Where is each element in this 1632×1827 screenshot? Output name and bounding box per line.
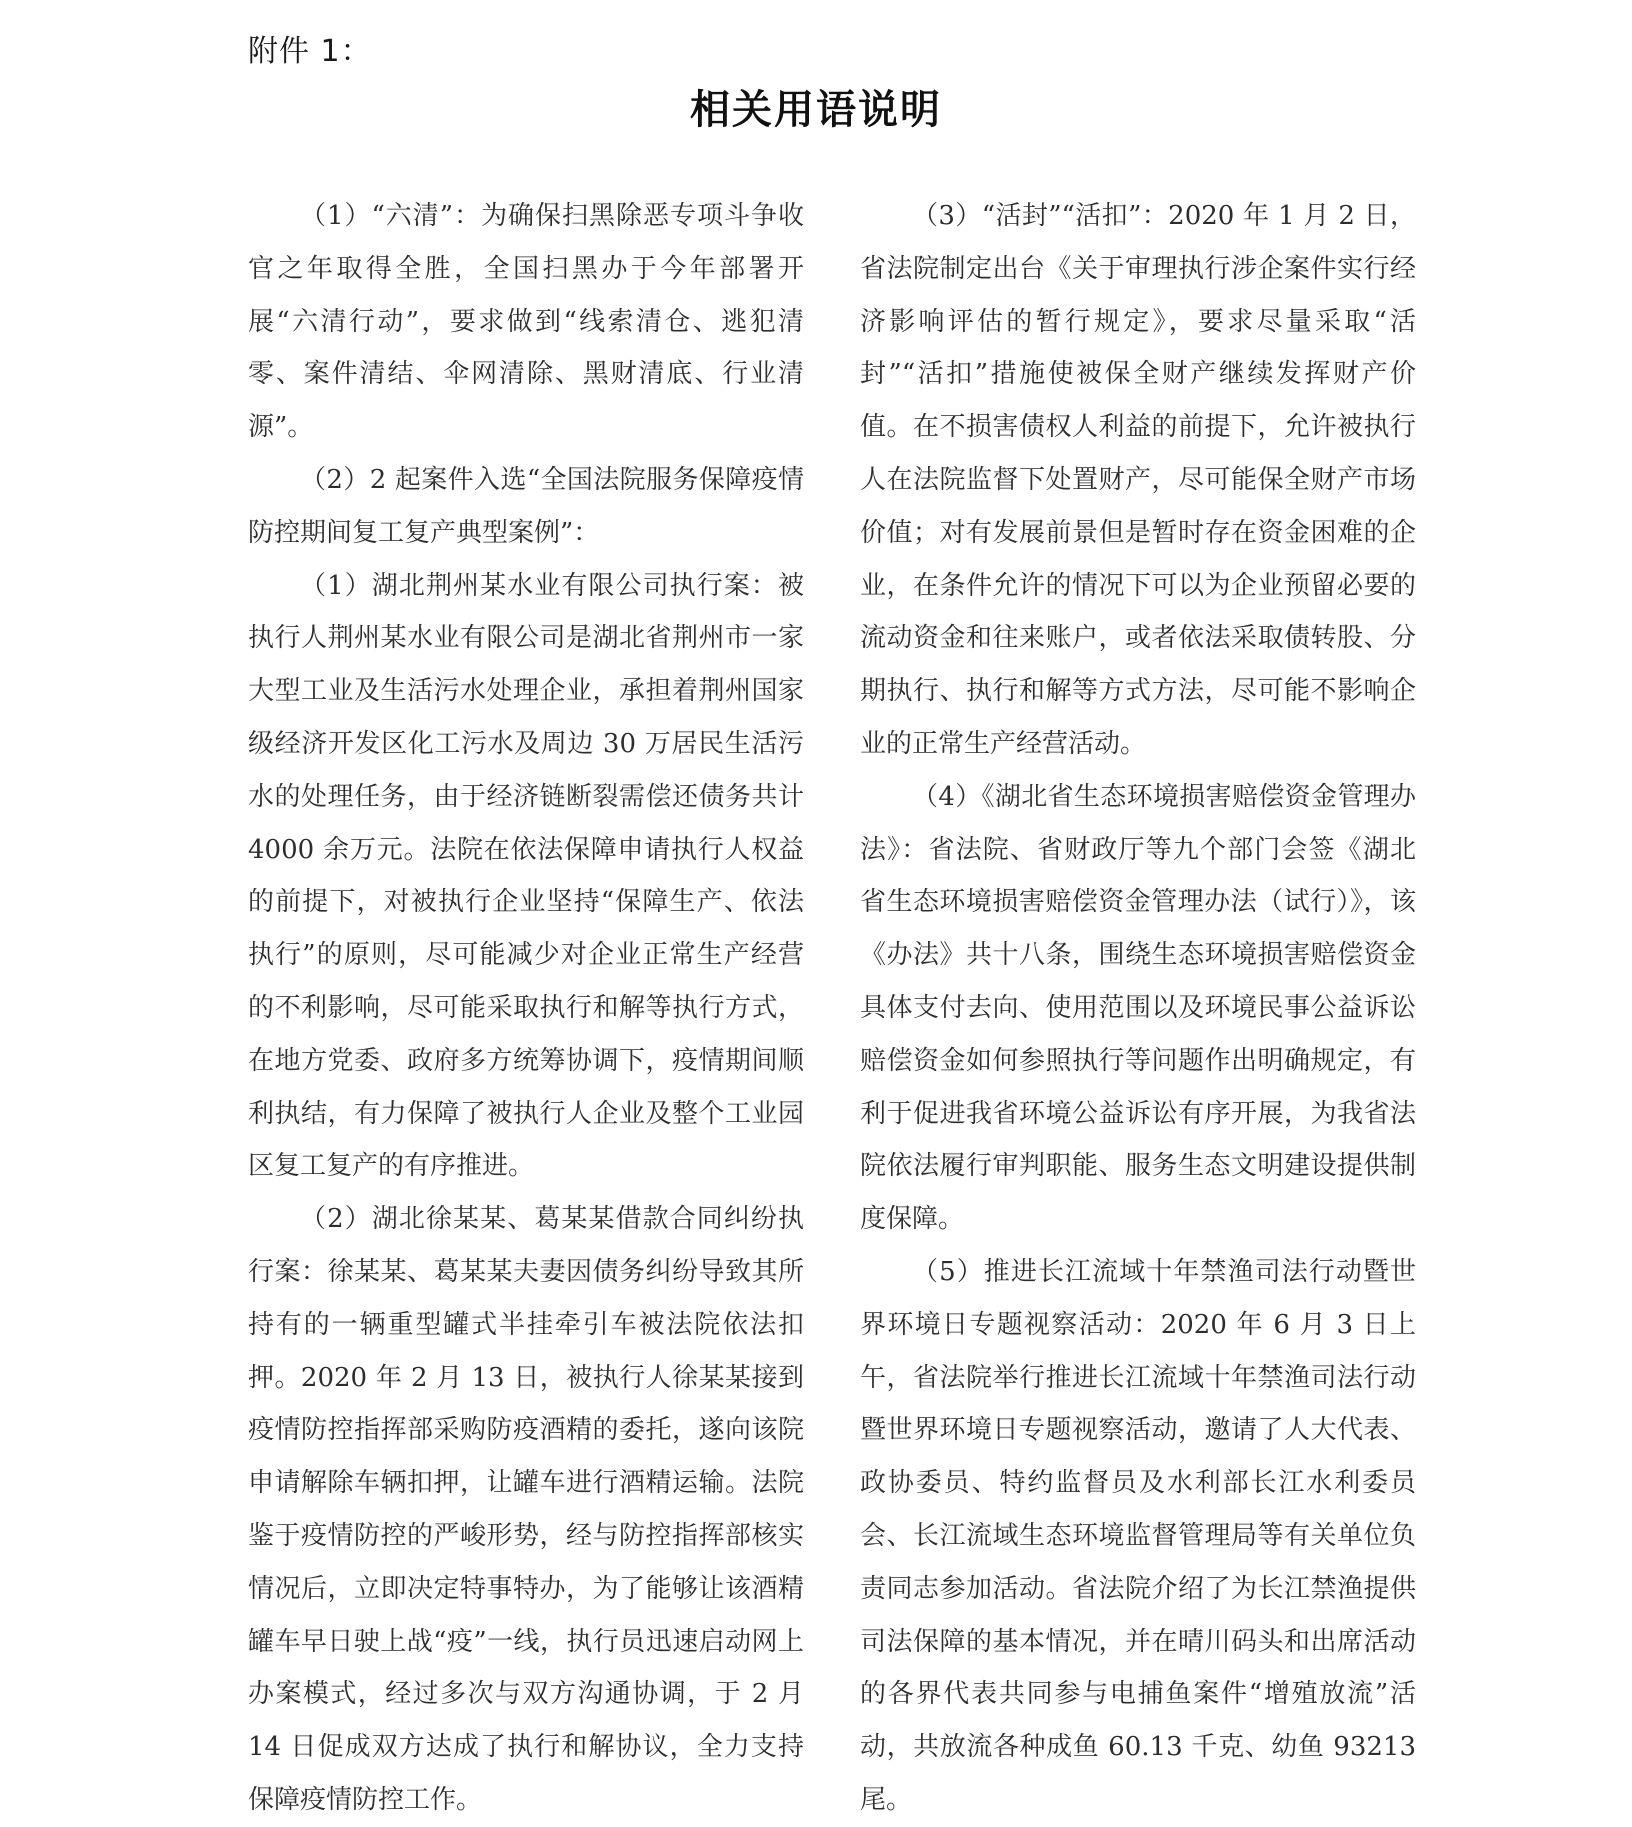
attachment-label: 附件 1： [248, 34, 372, 69]
paragraph-case-jingzhou-water: （1）湖北荆州某水业有限公司执行案：被执行人荆州某水业有限公司是湖北省荆州市一家大型工业及生活污水处理企业，承担着荆州国家级经济开发区化工污水及周边 30 万居民生活污水的处理任务，由于经济链断裂需偿还债务共计 4000 余万元。法院在依法保障申请执行人权益的前提下，对被执行企业坚持“保障生产、依法执行”的原则，尽可能减少对企业正常生产经营的不利影响，尽可能采取执行和解等执行方式，在地方党委、政府多方统筹协调下，疫情期间顺利执结，有力保障了被执行人企业及整个工业园区复工复产的有序推进。 [248, 570, 804, 1182]
paragraph-eco-compensation-fund: （4）《湖北省生态环境损害赔偿资金管理办法》：省法院、省财政厅等九个部门会签《湖北省生态环境损害赔偿资金管理办法（试行）》，该《办法》共十八条，围绕生态环境损害赔偿资金具体支付去向、使用范围以及环境民事公益诉讼赔偿资金如何参照执行等问题作出明确规定，有利于促进我省环境公益诉讼有序开展，为我省法院依法履行审判职能、服务生态文明建设提供制度保障。 [860, 781, 1416, 1235]
paragraph-huo-feng-huo-kou: （3）“活封”“活扣”：2020 年 1 月 2 日，省法院制定出台《关于审理执行涉企案件实行经济影响评估的暂行规定》，要求尽量采取“活封”“活扣”措施使被保全财产继续发挥财产价值。在不损害债权人利益的前提下，允许被执行人在法院监督下处置财产，尽可能保全财产市场价值；对有发展前景但是暂时存在资金困难的企业，在条件允许的情况下可以为企业预留必要的流动资金和往来账户，或者依法采取债转股、分期执行、执行和解等方式方法，尽可能不影响企业的正常生产经营活动。 [860, 201, 1416, 759]
left-column [248, 190, 804, 1827]
paragraph-yangtze-fishing-ban: （5）推进长江流域十年禁渔司法行动暨世界环境日专题视察活动：2020 年 6 月 3 日上午，省法院举行推进长江流域十年禁渔司法行动暨世界环境日专题视察活动，邀请了人大代表、政协委员、特约监督员及水利部长江水利委员会、长江流域生态环境监督管理局等有关单位负责同志参加活动。省法院介绍了为长江禁渔提供司法保障的基本情况，并在晴川码头和出席活动的各界代表共同参与电捕鱼案件“增殖放流”活动，共放流各种成鱼 60.13 千克、幼鱼 93213 尾。 [860, 1256, 1416, 1815]
paragraph-liu-qing: （1）“六清”：为确保扫黑除恶专项斗争收官之年取得全胜，全国扫黑办于今年部署开展“六清行动”，要求做到“线索清仓、逃犯清零、案件清结、伞网清除、黑财清底、行业清源”。 [248, 201, 804, 443]
paragraph-case-xu-ge-loan: （2）湖北徐某某、葛某某借款合同纠纷执行案：徐某某、葛某某夫妻因债务纠纷导致其所持有的一辆重型罐式半挂牵引车被法院依法扣押。2020 年 2 月 13 日，被执行人徐某某接到疫情防控指挥部采购防疫酒精的委托，遂向该院申请解除车辆扣押，让罐车进行酒精运输。法院鉴于疫情防控的严峻形势，经与防控指挥部核实情况后，立即决定特事特办，为了能够让该酒精罐车早日驶上战“疫”一线，执行员迅速启动网上办案模式，经过多次与双方沟通协调，于 2 月 14 日促成双方达成了执行和解协议，全力支持保障疫情防控工作。 [248, 1204, 804, 1815]
paragraph-typical-cases-intro: （2）2 起案件入选“全国法院服务保障疫情防控期间复工复产典型案例”： [248, 464, 804, 548]
right-column [860, 190, 1416, 1827]
page-title: 相关用语说明 [690, 87, 942, 133]
